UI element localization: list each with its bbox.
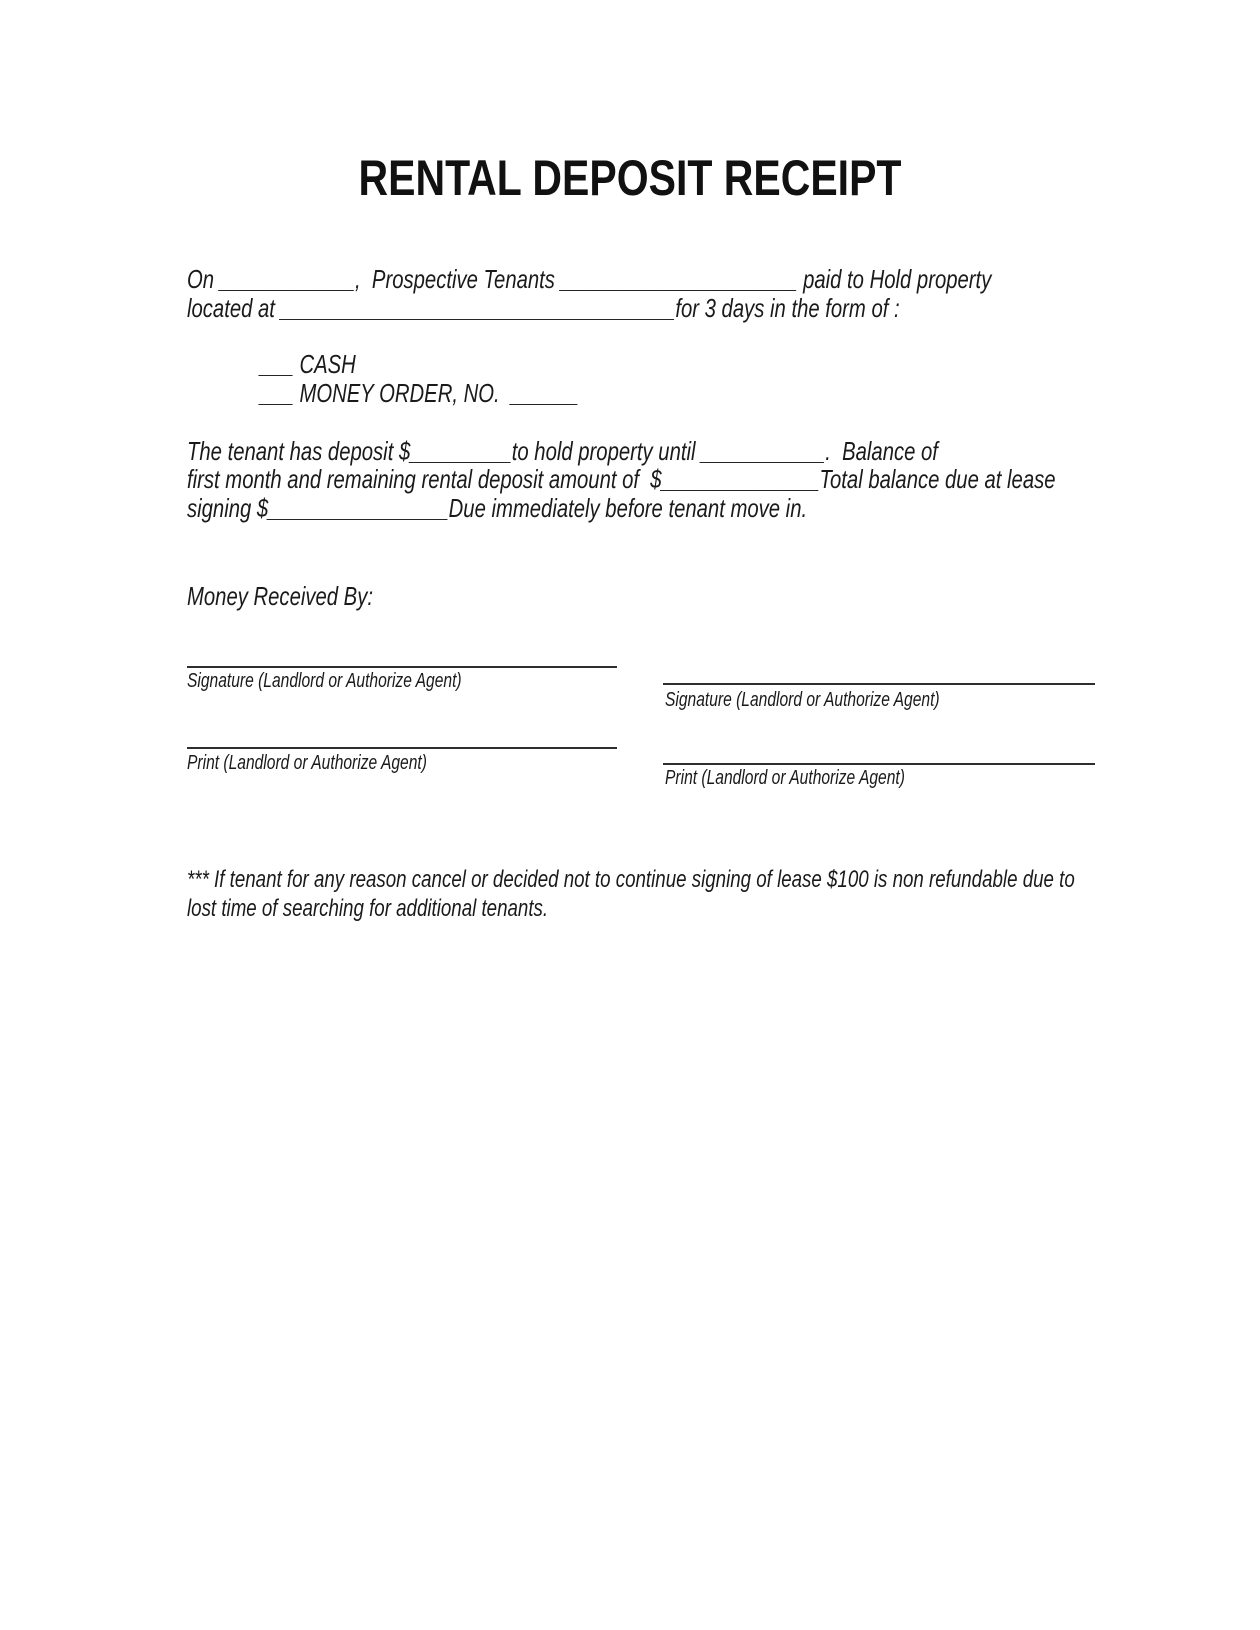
deposit-paragraph-line-1: The tenant has deposit $_________to hold property until ___________. Balance of [187,436,938,466]
intro-line-2: located at ___________________________________for 3 days in the form of : [187,293,900,323]
deposit-paragraph-line-3: signing $________________Due immediately before tenant move in. [187,493,808,523]
signature-label-left: Signature (Landlord or Authorize Agent) [187,670,462,692]
footnote-line-2: lost time of searching for additional tenants. [187,895,549,922]
print-label-left: Print (Landlord or Authorize Agent) [187,752,427,774]
intro-line-1: On ____________, Prospective Tenants _____________________ paid to Hold property [187,264,992,294]
print-line-right [663,763,1095,765]
signature-label-right: Signature (Landlord or Authorize Agent) [665,689,940,711]
money-received-by-label: Money Received By: [187,581,373,611]
signature-line-left [187,666,617,668]
print-label-right: Print (Landlord or Authorize Agent) [665,767,905,789]
footnote-line-1: *** If tenant for any reason cancel or decided not to continue signing of lease $100 is non refundable due to [187,866,1075,893]
cash-option-line: ___ CASH [260,349,356,379]
document-title: RENTAL DEPOSIT RECEIPT [358,150,902,206]
print-line-left [187,747,617,749]
deposit-paragraph-line-2: first month and remaining rental deposit amount of $______________Total balance due at lease [187,464,1056,494]
money-order-option-line: ___ MONEY ORDER, NO. ______ [260,378,579,408]
signature-line-right [663,683,1095,685]
